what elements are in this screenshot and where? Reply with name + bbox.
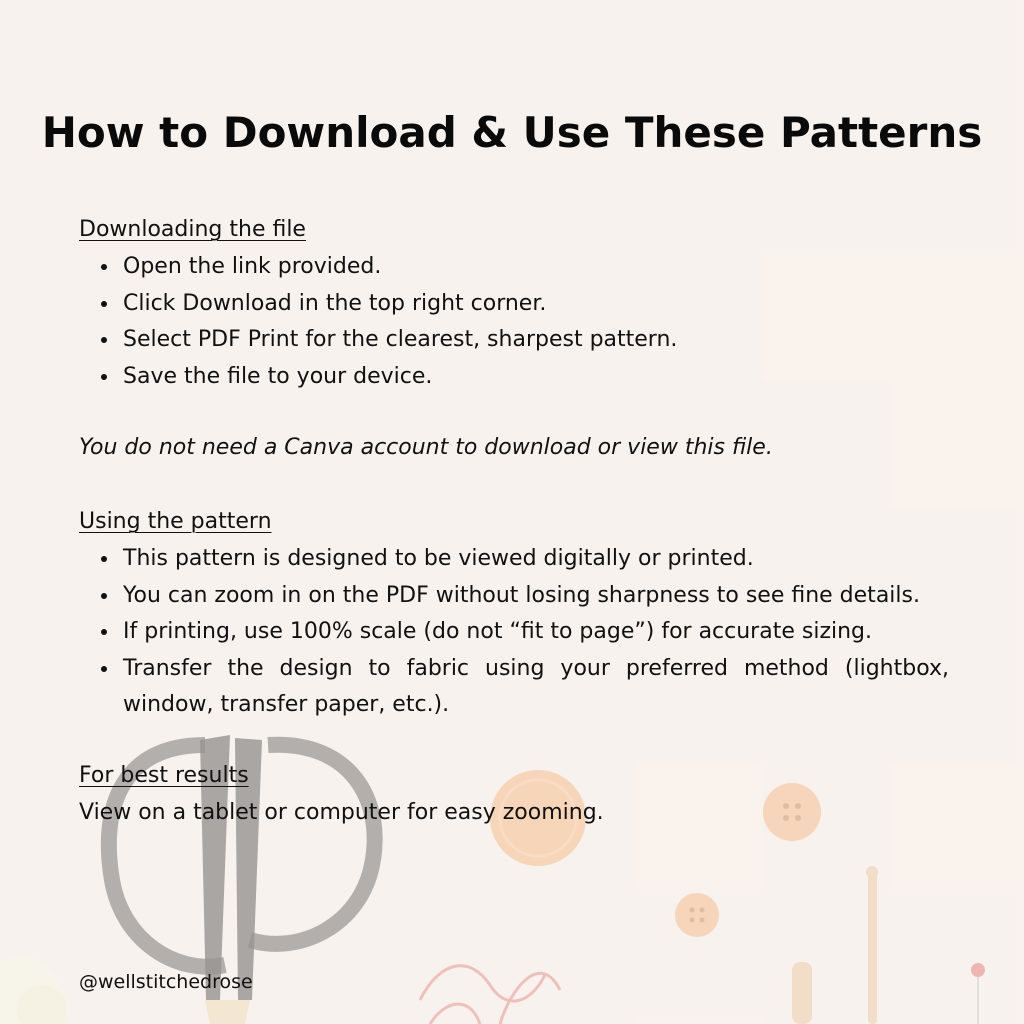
canva-note: You do not need a Canva account to download or view this file. [79, 435, 773, 460]
list-item: Save the file to your device. [123, 359, 949, 396]
list-item: This pattern is designed to be viewed digitally or printed. [123, 541, 949, 578]
list-item: You can zoom in on the PDF without losing sharpness to see fine details. [123, 578, 949, 615]
section-heading: For best results [79, 763, 249, 788]
list-item: Open the link provided. [123, 249, 949, 286]
section-best-results [79, 761, 949, 831]
section-downloading [79, 215, 949, 395]
usage-list [79, 541, 949, 724]
list-item: If printing, use 100% scale (do not “fit to page”) for accurate sizing. [123, 614, 949, 651]
list-item: Click Download in the top right corner. [123, 286, 949, 323]
section-heading: Using the pattern [79, 509, 272, 534]
best-results-text: View on a tablet or computer for easy zooming. [79, 800, 604, 825]
list-item: Select PDF Print for the clearest, sharpest pattern. [123, 322, 949, 359]
social-handle: @wellstitchedrose [79, 971, 253, 993]
list-item: Transfer the design to fabric using your preferred method (lightbox, window, transfer paper, etc.). [123, 651, 949, 724]
section-heading: Downloading the file [79, 217, 306, 242]
section-using [79, 507, 949, 724]
download-steps-list [79, 249, 949, 395]
page-title: How to Download & Use These Patterns [41, 108, 983, 157]
